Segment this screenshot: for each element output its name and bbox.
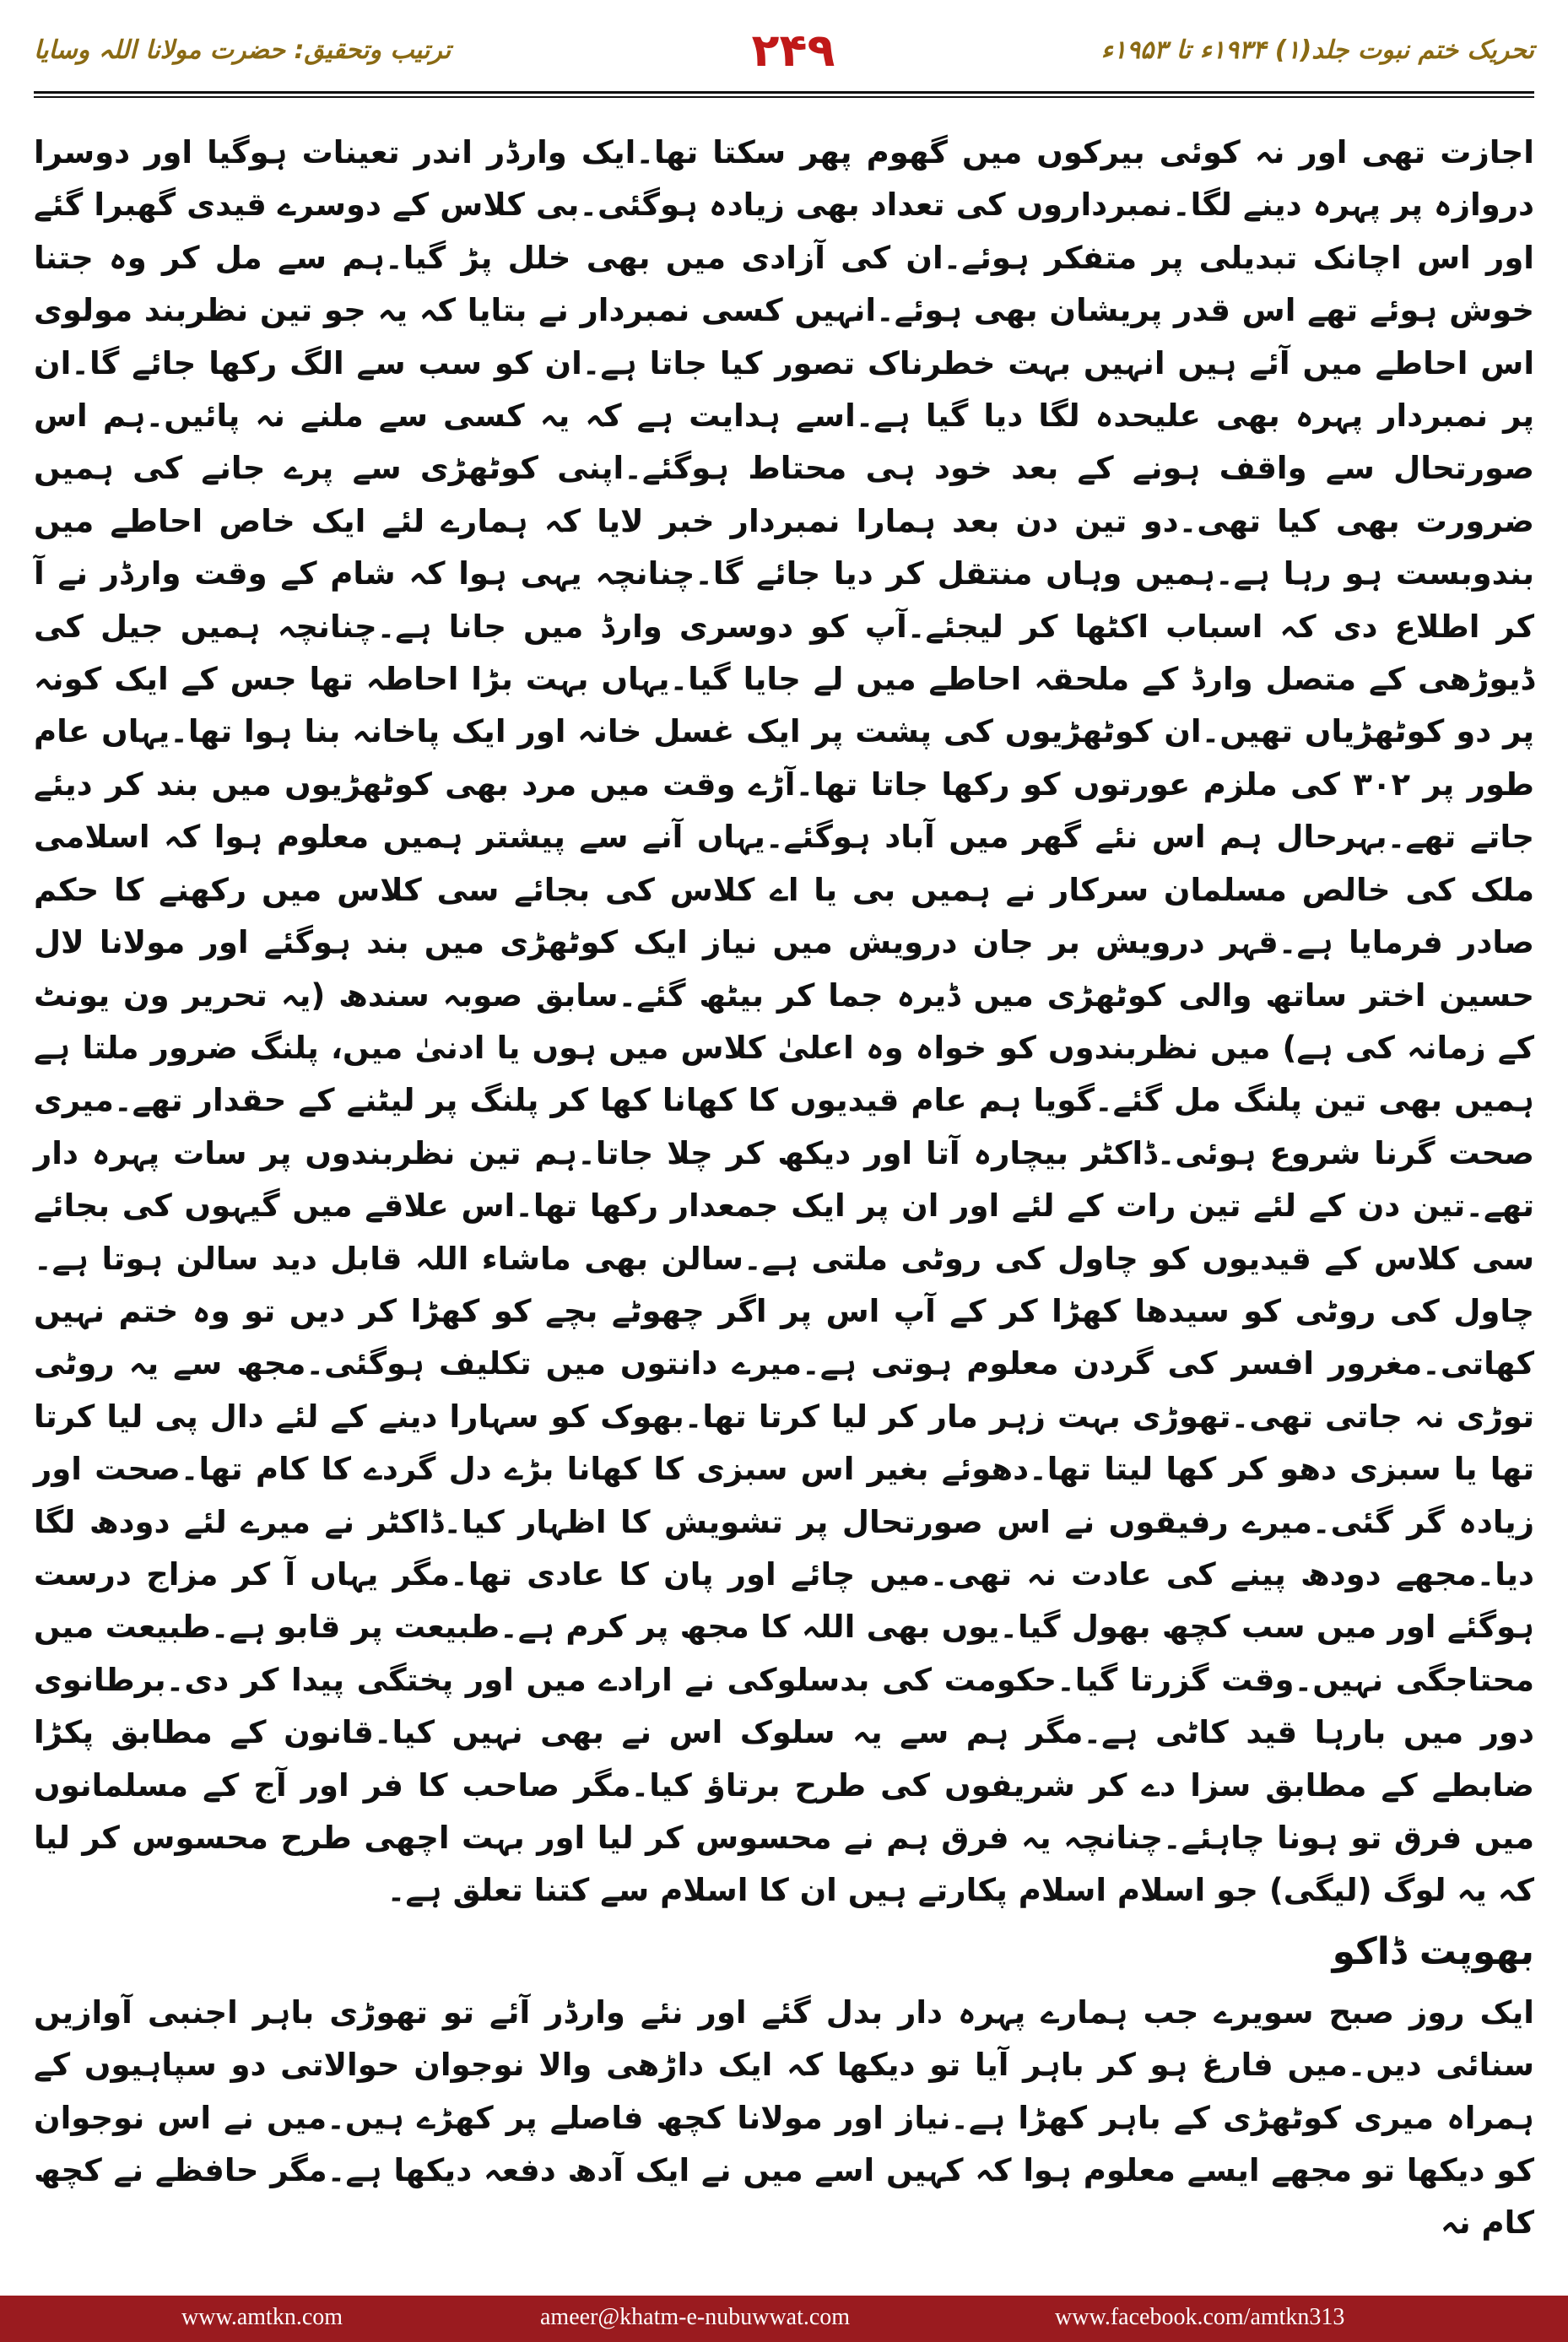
section-heading: بھوپت ڈاکو — [1332, 1929, 1534, 1973]
editor-credit: ترتیب وتحقیق: حضرت مولانا اللہ وسایا — [34, 35, 451, 65]
facebook-link[interactable]: www.facebook.com/amtkn313 — [1055, 2304, 1345, 2330]
book-title: تحریک ختم نبوت جلد(۱) ۱۹۳۴ء تا ۱۹۵۳ء — [1100, 35, 1534, 65]
email-link[interactable]: ameer@khatm-e-nubuwwat.com — [540, 2304, 851, 2330]
header-divider — [34, 91, 1534, 98]
website-link[interactable]: www.amtkn.com — [181, 2304, 343, 2330]
body-paragraph-2: ایک روز صبح سویرے جب ہمارے پہرہ دار بدل گئے اور نئے وارڈر آئے تو تھوڑی باہر اجنبی آوازیں سنائی دیں۔میں فارغ ہو کر باہر آیا تو دیکھا کہ ایک داڑھی والا نوجوان حوالاتی دو سپاہیوں کے ہمراہ میری کوٹھڑی کے باہر کھڑا ہے۔نیاز اور مولانا کچھ فاصلے پر کھڑے ہیں۔میں نے اس نوجوان کو دیکھا تو مجھے ایسے معلوم ہوا کہ کہیں اسے میں نے ایک آدھ دفعہ دیکھا ہے۔مگر حافظے نے کچھ کام نہ — [34, 1993, 1534, 2242]
page-header — [0, 0, 1568, 101]
body-paragraph-1: اجازت تھی اور نہ کوئی بیرکوں میں گھوم پھر سکتا تھا۔ایک وارڈر اندر تعینات ہوگیا اور دوسرا دروازہ پر پہرہ دینے لگا۔نمبرداروں کی تعداد بھی زیادہ ہوگئی۔بی کلاس کے دوسرے قیدی گھبرا گئے اور اس اچانک تبدیلی پر متفکر ہوئے۔ان کی آزادی میں بھی خلل پڑ گیا۔ہم سے مل کر وہ جتنا خوش ہوئے تھے اس قدر پریشان بھی ہوئے۔انہیں کسی نمبردار نے بتایا کہ یہ جو تین نظربند مولوی اس احاطے میں آئے ہیں انہیں بہت خطرناک تصور کیا جاتا ہے۔ان کو سب سے الگ رکھا جائے گا۔ان پر نمبردار پہرہ بھی علیحدہ لگا دیا گیا ہے۔اسے ہدایت ہے کہ یہ کسی سے ملنے نہ پائیں۔ہم اس صورتحال سے واقف ہونے کے بعد خود ہی محتاط ہوگئے۔اپنی کوٹھڑی سے پرے جانے کی ہمیں ضرورت بھی کیا تھی۔دو تین دن بعد ہمارا نمبردار خبر لایا کہ ہمارے لئے ایک خاص احاطے میں بندوبست ہو رہا ہے۔ہمیں وہاں منتقل کر دیا جائے گا۔چنانچہ یہی ہوا کہ شام کے وقت وارڈر نے آ کر اطلاع دی کہ اسباب اکٹھا کر لیجئے۔آپ کو دوسری وارڈ میں جانا ہے۔چنانچہ ہمیں جیل کی ڈیوڑھی کے متصل وارڈ کے ملحقہ احاطے میں لے جایا گیا۔یہاں بہت بڑا احاطہ تھا جس کے ایک کونہ پر دو کوٹھڑیاں تھیں۔ان کوٹھڑیوں کی پشت پر ایک غسل خانہ اور ایک پاخانہ بنا ہوا تھا۔یہاں عام طور پر ۳۰۲ کی ملزم عورتوں کو رکھا جاتا تھا۔آڑے وقت میں مرد بھی کوٹھڑیوں میں بند کر دیئے جاتے تھے۔بہرحال ہم اس نئے گھر میں آباد ہوگئے۔یہاں آنے سے پیشتر ہمیں معلوم ہوا کہ اسلامی ملک کی خالص مسلمان سرکار نے ہمیں بی یا اے کلاس کی بجائے سی کلاس میں رکھنے کا حکم صادر فرمایا ہے۔قہر درویش بر جان درویش میں نیاز ایک کوٹھڑی میں بند ہوگئے اور مولانا لال حسین اختر ساتھ والی کوٹھڑی میں ڈیرہ جما کر بیٹھ گئے۔سابق صوبہ سندھ (یہ تحریر ون یونٹ کے زمانہ کی ہے) میں نظربندوں کو خواہ وہ اعلیٰ کلاس میں ہوں یا ادنیٰ میں، پلنگ ضرور ملتا ہے ہمیں بھی تین پلنگ مل گئے۔گویا ہم عام قیدیوں کا کھانا کھا کر پلنگ پر لیٹنے کے حقدار تھے۔میری صحت گرنا شروع ہوئی۔ڈاکٹر بیچارہ آتا اور دیکھ کر چلا جاتا۔ہم تین نظربندوں پر سات پہرہ دار تھے۔تین دن کے لئے تین رات کے لئے اور ان پر ایک جمعدار رکھا تھا۔اس علاقے میں گیہوں کی بجائے سی کلاس کے قیدیوں کو چاول کی روٹی ملتی ہے۔سالن بھی ماشاء اللہ قابل دید سالن ہوتا ہے۔چاول کی روٹی کو سیدھا کھڑا کر کے آپ اس پر اگر چھوٹے بچے کو کھڑا کر دیں تو وہ ختم نہیں کھاتی۔مغرور افسر کی گردن معلوم ہوتی ہے۔میرے دانتوں میں تکلیف ہوگئی۔مجھ سے یہ روٹی توڑی نہ جاتی تھی۔تھوڑی بہت زہر مار کر لیا کرتا تھا۔بھوک کو سہارا دینے کے لئے دال پی لیا کرتا تھا یا سبزی دھو کر کھا لیتا تھا۔دھوئے بغیر اس سبزی کا کھانا بڑے دل گردے کا کام تھا۔صحت اور زیادہ گر گئی۔میرے رفیقوں نے اس صورتحال پر تشویش کا اظہار کیا۔ڈاکٹر نے میرے لئے دودھ لگا دیا۔مجھے دودھ پینے کی عادت نہ تھی۔میں چائے اور پان کا عادی تھا۔مگر یہاں آ کر مزاج درست ہوگئے اور میں سب کچھ بھول گیا۔یوں بھی اللہ کا مجھ پر کرم ہے۔طبیعت پر قابو ہے۔طبیعت میں محتاجگی نہیں۔وقت گزرتا گیا۔حکومت کی بدسلوکی نے ارادے میں اور پختگی پیدا کر دی۔برطانوی دور میں بارہا قید کاٹی ہے۔مگر ہم سے یہ سلوک اس نے بھی نہیں کیا۔قانون کے مطابق پکڑا ضابطے کے مطابق سزا دے کر شریفوں کی طرح برتاؤ کیا۔مگر صاحب کا فر اور آج کے مسلمانوں میں فرق تو ہونا چاہئے۔چنانچہ یہ فرق ہم نے محسوس کر لیا اور بہت اچھی طرح محسوس کر لیا کہ یہ لوگ (لیگی) جو اسلام اسلام پکارتے ہیں ان کا اسلام سے کتنا تعلق ہے۔ — [34, 134, 1534, 1909]
page-body — [34, 127, 1534, 2250]
page-number: ۲۴۹ — [751, 24, 835, 77]
footer-bar — [0, 2296, 1568, 2342]
